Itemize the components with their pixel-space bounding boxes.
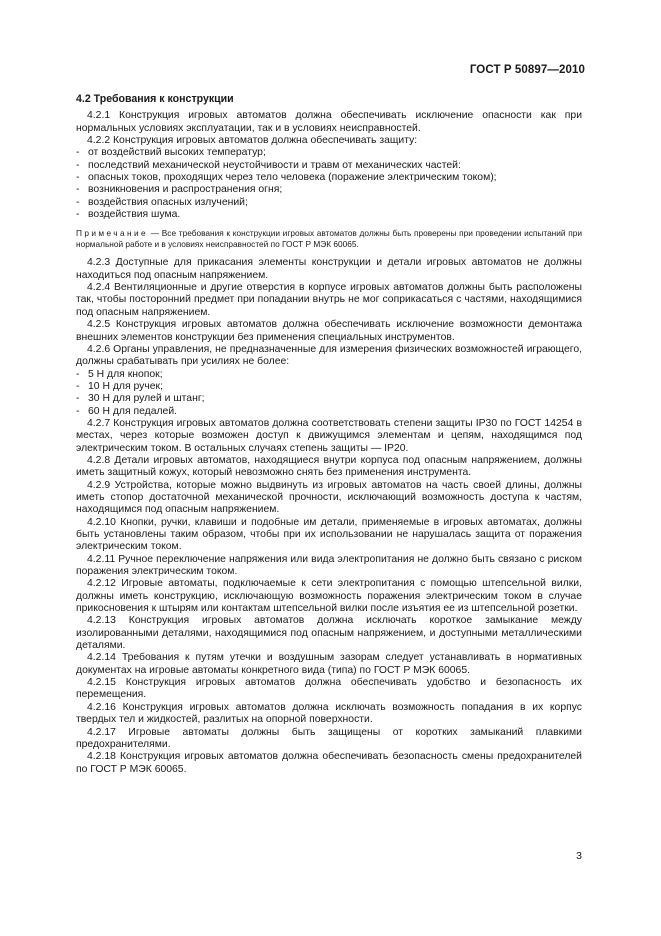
force-limits-list xyxy=(76,369,582,418)
list-item: - 30 Н для рулей и штанг; xyxy=(76,393,205,405)
list-item: - воздействия опасных излучений; xyxy=(76,196,248,208)
clause-4-2-12: 4.2.12 Игровые автоматы, подключаемые к сети электропитания с помощью штепсельной вилки, должны иметь конструкцию, исключающую возможность поражения электрическим током в случае прикосновения к штырям или контактам штепсельной вилки после изъятия ее из штепсельной розетки. xyxy=(76,578,582,615)
clause-4-2-1: 4.2.1 Конструкция игровых автоматов должна обеспечивать исключение опасности как при нормальных условиях эксплуатации, так и в условиях неисправностей. xyxy=(76,110,582,134)
list-item: - воздействия шума. xyxy=(76,209,181,221)
list-item: - 5 Н для кнопок; xyxy=(76,368,163,380)
note xyxy=(76,228,582,249)
clause-4-2-14: 4.2.14 Требования к путям утечки и воздушным зазорам следует устанавливать в нормативных документах на игровые автоматы конкретного вида (типа) по ГОСТ Р МЭК 60065. xyxy=(76,652,582,676)
note-text: — Все требования к конструкции игровых автоматов должны быть проверены при проведении испытаний при нормальной работе и в условиях неисправностей по ГОСТ Р МЭК 60065. xyxy=(76,228,582,249)
clause-4-2-3: 4.2.3 Доступные для прикасания элементы конструкции и детали игровых автоматов не должны находиться под опасным напряжением. xyxy=(76,257,582,281)
clause-4-2-18: 4.2.18 Конструкция игровых автоматов должна обеспечивать безопасность смены предохранителей по ГОСТ Р МЭК 60065. xyxy=(76,751,582,775)
clause-4-2-4: 4.2.4 Вентиляционные и другие отверстия в корпусе игровых автоматов должны быть расположены так, чтобы посторонний предмет при попадании внутрь не мог соприкасаться с частями, находящимися под опасным напряжением. xyxy=(76,282,582,318)
list-item: - 60 Н для педалей. xyxy=(76,405,178,417)
page-content xyxy=(76,93,582,776)
clause-4-2-8: 4.2.8 Детали игровых автоматов, находящиеся внутри корпуса под опасным напряжением, должны иметь защитный кожух, который невозможно снять без применения инструмента. xyxy=(76,454,582,479)
list-item: - от воздействий высоких температур; xyxy=(76,147,266,159)
clause-4-2-2: 4.2.2 Конструкция игровых автоматов должна обеспечивать защиту: xyxy=(87,135,418,147)
list-item: - последствий механической неустойчивости и травм от механических частей: xyxy=(76,159,461,171)
clause-4-2-5: 4.2.5 Конструкция игровых автоматов должна обеспечивать исключение возможности демонтажа внешних элементов конструкции без применения специальных инструментов. xyxy=(76,319,582,343)
clause-4-2-16: 4.2.16 Конструкция игровых автоматов должна исключать возможность попадания в их корпус твердых тел и жидкостей, разлитых на опорной поверхности. xyxy=(76,701,582,726)
clause-4-2-6: 4.2.6 Органы управления, не предназначенные для измерения физических возможностей играющего, должны срабатывать при усилиях не более: xyxy=(76,343,582,368)
list-item: - опасных токов, проходящих через тело человека (поражение электрическим током); xyxy=(76,172,497,184)
clause-4-2-9: 4.2.9 Устройства, которые можно выдвинуть из игровых автоматов на часть своей длины, должны иметь стопор достаточной механической прочности, исключающий возможность доступа к частям, находящимся под опасным напряжением. xyxy=(76,479,582,516)
note-label: Примечание xyxy=(76,228,149,239)
clause-4-2-10: 4.2.10 Кнопки, ручки, клавиши и подобные им детали, применяемые в игровых автоматах, должны быть установлены таким образом, чтобы при их использовании не нарушалась защита от поражения электрическим током. xyxy=(76,516,582,553)
clause-4-2-13: 4.2.13 Конструкция игровых автоматов должна исключать короткое замыкание между изолированными деталями, находящимися под опасным напряжением, и доступными металлическими деталями. xyxy=(76,615,582,652)
document-code: ГОСТ Р 50897—2010 xyxy=(469,64,585,76)
clause-4-2-7: 4.2.7 Конструкция игровых автоматов должна соответствовать степени защиты IP30 по ГОСТ 14254 в местах, через которые возможен доступ к движущимся элементам и цепям, находящимся под электрическим током. В остальных случаях степень защиты — IP20. xyxy=(76,417,582,454)
list-item: - 10 Н для ручек; xyxy=(76,380,163,392)
section-title: 4.2 Требования к конструкции xyxy=(76,93,234,105)
page-number: 3 xyxy=(576,850,582,862)
protection-list xyxy=(76,147,582,221)
clause-4-2-17: 4.2.17 Игровые автоматы должны быть защищены от коротких замыканий плавкими предохранителями. xyxy=(76,726,582,750)
clause-4-2-11: 4.2.11 Ручное переключение напряжения или вида электропитания не должно быть связано с риском поражения электрическим током. xyxy=(76,553,582,578)
list-item: - возникновения и распространения огня; xyxy=(76,184,283,196)
clause-4-2-15: 4.2.15 Конструкция игровых автоматов должна обеспечивать удобство и безопасность их перемещения. xyxy=(76,677,582,701)
